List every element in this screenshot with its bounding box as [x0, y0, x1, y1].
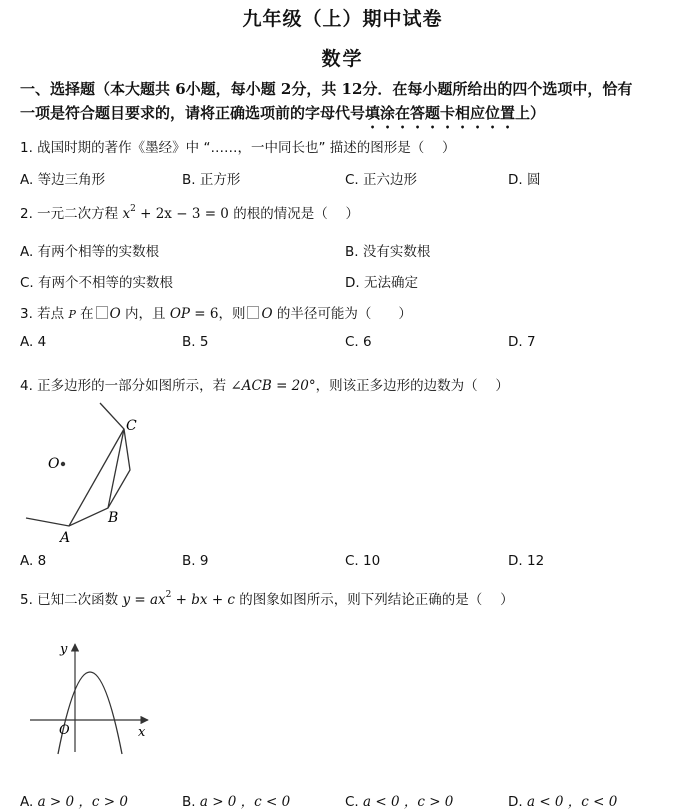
question-5-option-a[interactable]: A. a > 0 ，c > 0: [20, 794, 128, 810]
question-1-option-d[interactable]: D. 圆: [508, 172, 541, 188]
subject-title: 数学: [321, 48, 364, 70]
question-2-option-a[interactable]: A. 有两个相等的实数根: [20, 244, 160, 260]
question-5-stem: 5. 已知二次函数 $y = ax^2$ + bx + c 的图象如图所示，则下列结论正确的是（ ）: [20, 590, 514, 608]
question-4-option-b[interactable]: B. 9: [182, 553, 209, 569]
label-o: O: [48, 456, 60, 472]
center-point-o: [61, 462, 65, 466]
question-4-option-a[interactable]: A. 8: [20, 553, 47, 569]
question-4-option-c[interactable]: C. 10: [345, 553, 381, 569]
label-b: B: [108, 510, 119, 526]
question-3-option-a[interactable]: A. 4: [20, 334, 47, 350]
question-3-option-c[interactable]: C. 6: [345, 334, 372, 350]
question-1-option-b[interactable]: B. 正方形: [182, 172, 241, 188]
question-1-stem: 1. 战国时期的著作《墨经》中 “……，一中同长也” 描述的图形是（ ）: [20, 140, 456, 156]
question-4-option-d[interactable]: D. 12: [508, 553, 545, 569]
origin-label: O: [59, 723, 70, 738]
question-2-option-d[interactable]: D. 无法确定: [345, 275, 418, 291]
axis-label-x: x: [138, 725, 146, 740]
question-3-stem: 3. 若点 P 在 O 内，且 OP = 6，则 O 的半径可能为（ ）: [20, 306, 412, 322]
question-3-option-d[interactable]: D. 7: [508, 334, 536, 350]
question-2-option-b[interactable]: B. 没有实数根: [345, 244, 431, 260]
section-instructions-line1: 一、选择题（本大题共 6小题，每小题 2分，共 12分．在每小题所给出的四个选项中，恰有: [20, 80, 633, 98]
question-2-option-c[interactable]: C. 有两个不相等的实数根: [20, 275, 174, 291]
circle-symbol-placeholder: [96, 306, 108, 319]
question-3-option-b[interactable]: B. 5: [182, 334, 209, 350]
segment-bc: [108, 429, 124, 508]
parabola-curve: [58, 672, 122, 754]
polygon-edges: [26, 403, 130, 526]
axis-label-y: y: [60, 642, 68, 657]
emphasized-instruction: 填涂在答题卡相应位置: [365, 104, 516, 122]
exam-title: 九年级（上）期中试卷: [242, 8, 443, 30]
question-5-option-d[interactable]: D. a < 0 ，c < 0: [508, 794, 618, 810]
polygon-figure: [20, 398, 160, 548]
circle-symbol-placeholder: [247, 306, 259, 319]
question-4-stem: 4. 正多边形的一部分如图所示，若 ∠ACB = 20°，则该正多边形的边数为（ ）: [20, 378, 509, 394]
label-a: A: [60, 530, 71, 546]
label-c: C: [126, 418, 137, 434]
question-5-option-c[interactable]: C. a < 0 ，c > 0: [345, 794, 454, 810]
question-1-option-c[interactable]: C. 正六边形: [345, 172, 418, 188]
question-2-stem: 2. 一元二次方程 $x^2 + 2x - 3 = 0$ 的根的情况是（ ）: [20, 204, 359, 222]
section-instructions-line2: 一项是符合题目要求的，请将正确选项前的字母代号填涂在答题卡相应位置上）: [20, 104, 546, 122]
parabola-figure: [20, 636, 160, 756]
question-5-option-b[interactable]: B. a > 0 ，c < 0: [182, 794, 291, 810]
question-1-option-a[interactable]: A. 等边三角形: [20, 172, 106, 188]
